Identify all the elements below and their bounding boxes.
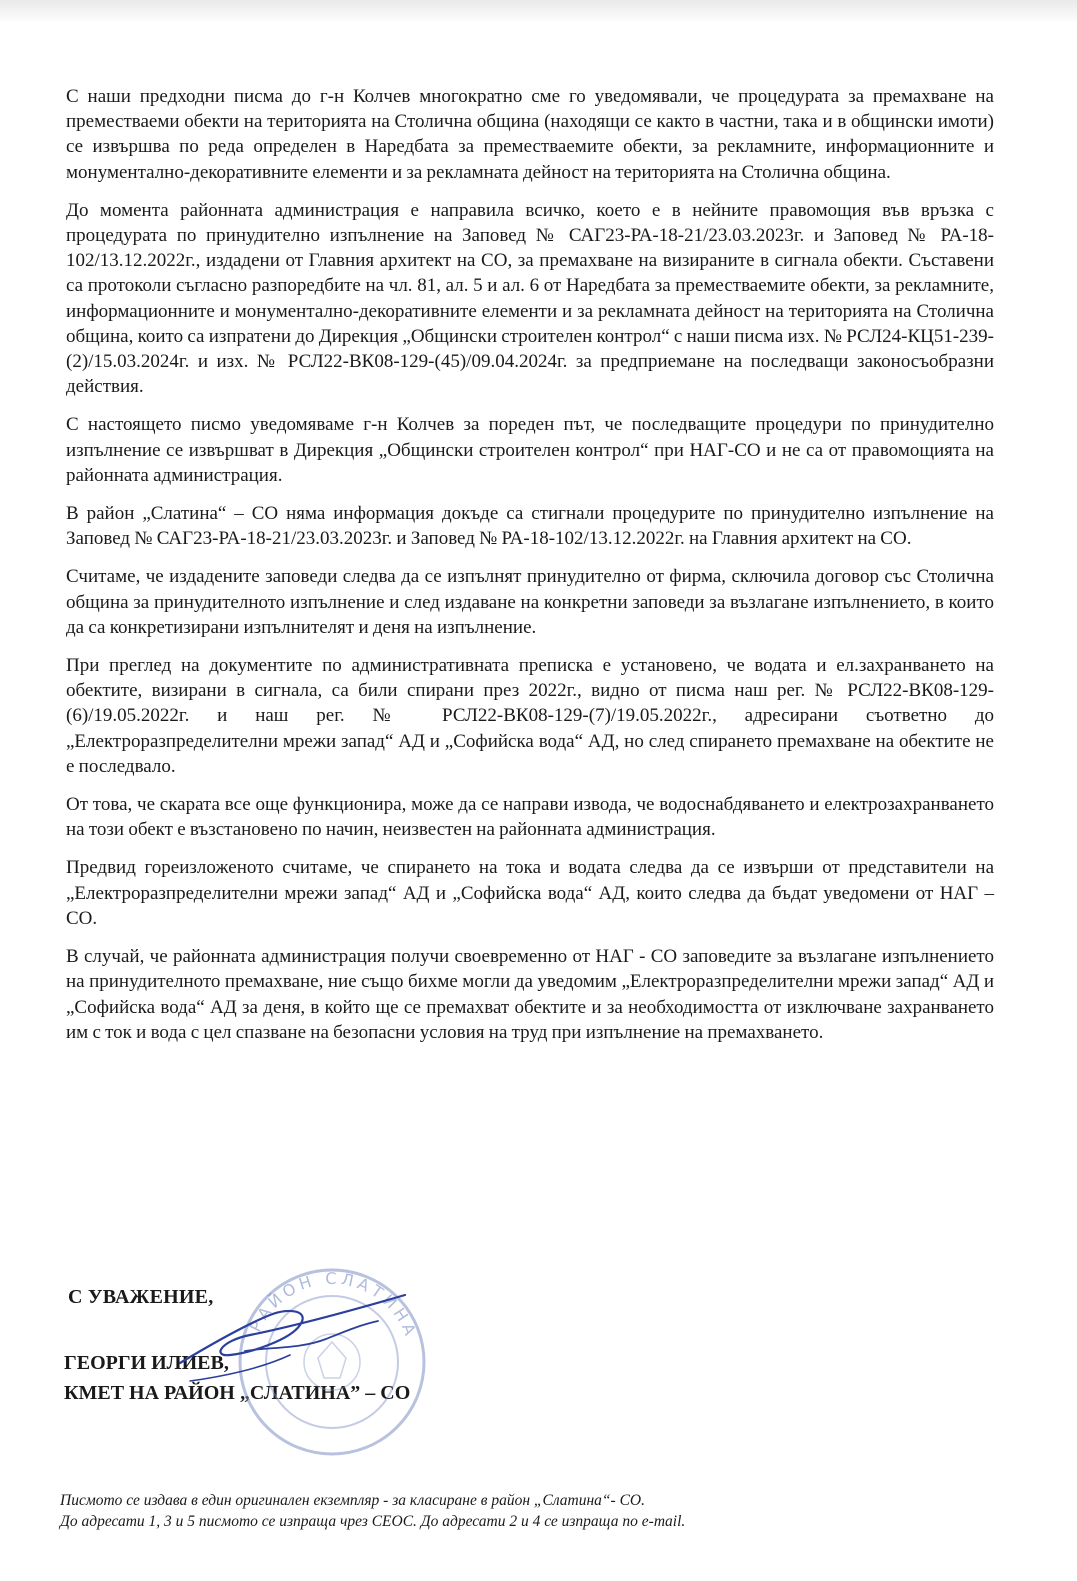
stamp-text: РАЙОН СЛАТИНА: [245, 1268, 422, 1342]
distribution-note: [60, 1490, 960, 1532]
handwritten-signature-icon: [150, 1285, 440, 1395]
closing-salutation: С УВАЖЕНИЕ,: [68, 1286, 214, 1308]
letter-body: [66, 84, 994, 1058]
paragraph-7: От това, че скарата все още функционира, може да се направи извода, че водоснабдяването и електрозахранването на този обект е възстановено по начин, неизвестен на районната администрация.: [66, 794, 994, 841]
distribution-note-line-1: Писмото се издава в един оригинален екземпляр - за класиране в район „Слатина“- СО.: [60, 1492, 645, 1509]
paragraph-2: До момента районната администрация е направила всичко, което е в нейните правомощия във връзка с процедурата по принудително изпълнение на Заповед № САГ23-РА-18-21/23.03.2023г. и Заповед № РА-18-102/13.12.2022г., издадени от Главния архитект на СО, за премахване на визираните в сигнала обекти. Съставени са протоколи съгласно разпоредбите на чл. 81, ал. 5 и ал. 6 от Наредбата за преместваемите обекти, за рекламните, информационните и монументално-декоративните елементи и за рекламната дейност на територията на Столична община, които са изпратени до Дирекция „Общински строителен контрол“ с наши писма изх. № РСЛ24-КЦ51-239-(2)/15.03.2024г. и изх. № РСЛ22-ВК08-129-(45)/09.04.2024г. за предприемане на последващи законосъобразни действия.: [66, 199, 994, 398]
paragraph-9: В случай, че районната администрация получи своевременно от НАГ - СО заповедите за възлагане изпълнението на принудителното премахване, ние също бихме могли да уведомим „Електроразпределителни мрежи запад“ АД и „Софийска вода“ АД за деня, в който ще се премахват обектите и за необходимостта от изключване захранването им с ток и вода с цел спазване на безопасни условия на труд при изпълнение на премахването.: [66, 946, 994, 1043]
distribution-note-line-2: До адресати 1, 3 и 5 писмото се изпраща чрез СЕОС. До адресати 2 и 4 се изпраща по e-mail.: [60, 1513, 686, 1530]
paragraph-8: Предвид гореизложеното считаме, че спирането на тока и водата следва да се извърши от представители на „Електроразпределителни мрежи запад“ АД и „Софийска вода“ АД, които следва да бъдат уведомени от НАГ – СО.: [66, 857, 994, 929]
paragraph-1: С наши предходни писма до г-н Колчев многократно сме го уведомявали, че процедурата за премахване на преместваеми обекти на територията на Столична община (находящи се както в частни, така и в общински имоти) се извършва по реда определен в Наредбата за преместваемите обекти, за рекламните, информационните и монументално-декоративните елементи и за рекламната дейност на територията на Столична община.: [66, 86, 994, 183]
scan-top-shadow: [0, 0, 1077, 24]
signer-title: КМЕТ НА РАЙОН „СЛАТИНА” – СО: [64, 1382, 411, 1404]
paragraph-3: С настоящето писмо уведомяваме г-н Колчев за пореден път, че последващите процедури по принудително изпълнение се извършват в Дирекция „Общински строителен контрол“ при НАГ-СО и не са от правомощията на районната администрация.: [66, 414, 994, 486]
paragraph-4: В район „Слатина“ – СО няма информация докъде са стигнали процедурите по принудително изпълнение на Заповед № САГ23-РА-18-21/23.03.2023г. и Заповед № РА-18-102/13.12.2022г. на Главния архитект на СО.: [66, 503, 994, 550]
paragraph-5: Считаме, че издадените заповеди следва да се изпълнят принудително от фирма, сключила договор със Столична община за принудителното изпълнение и след издаване на конкретни заповеди за възлагане изпълнението, в които да са конкретизирани изпълнителят и деня на изпълнение.: [66, 566, 994, 638]
signer-name: ГЕОРГИ ИЛИЕВ,: [64, 1352, 229, 1374]
paragraph-6: При преглед на документите по административната преписка е установено, че водата и ел.захранването на обектите, визирани в сигнала, са били спирани през 2022г., видно от писма наш рег. № РСЛ22-ВК08-129-(6)/19.05.2022г. и наш рег. № РСЛ22-ВК08-129-(7)/19.05.2022г., адресирани съответно до „Електроразпределителни мрежи запад“ АД и „Софийска вода“ АД, но след спирането премахване на обектите не е последвало.: [66, 655, 994, 777]
